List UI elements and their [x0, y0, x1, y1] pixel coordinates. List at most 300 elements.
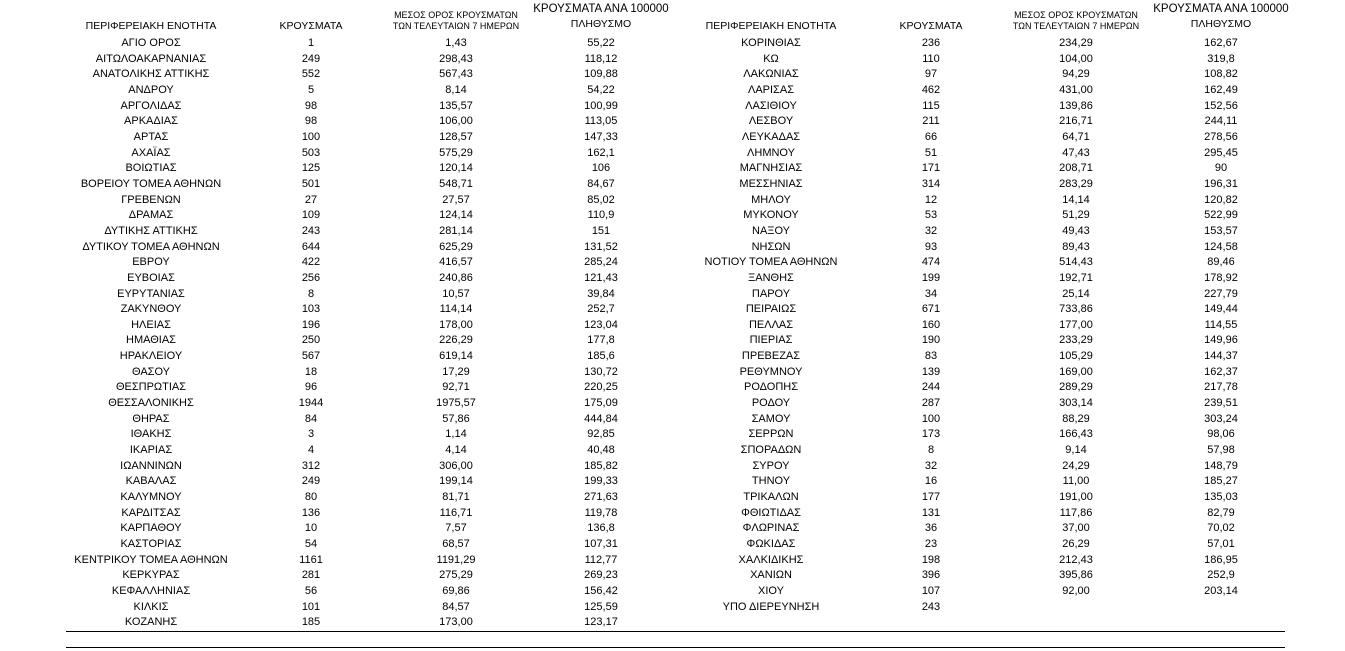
table-row — [66, 99, 676, 115]
table-row — [686, 161, 1296, 177]
cell-region: ΜΕΣΣΗΝΙΑΣ — [739, 177, 803, 190]
table-row — [66, 224, 676, 240]
cell-7day-avg: 135,57 — [439, 99, 473, 112]
table-row — [66, 83, 676, 99]
cell-cases: 66 — [924, 130, 938, 143]
cell-region: ΡΟΔΟΥ — [751, 397, 791, 410]
table-row — [686, 146, 1296, 162]
table-row — [686, 224, 1296, 240]
cell-region: ΦΛΩΡΙΝΑΣ — [742, 522, 800, 535]
cell-cases: 199 — [921, 271, 941, 284]
cell-per-100k: 121,43 — [584, 271, 618, 284]
table-row — [66, 443, 676, 459]
cell-per-100k: 162,49 — [1204, 83, 1238, 96]
cell-per-100k: 135,03 — [1204, 491, 1238, 504]
cell-per-100k: 303,24 — [1204, 412, 1238, 425]
header-per-100k — [526, 2, 676, 32]
cell-region: ΠΙΕΡΙΑΣ — [749, 334, 793, 347]
cell-cases: 249 — [301, 475, 321, 488]
cell-per-100k: 98,06 — [1207, 428, 1235, 441]
table-row — [66, 427, 676, 443]
cell-region: ΠΡΕΒΕΖΑΣ — [741, 350, 801, 363]
table-row — [686, 208, 1296, 224]
cell-cases: 644 — [301, 240, 321, 253]
cell-7day-avg: 283,29 — [1059, 177, 1093, 190]
cell-region: ΤΗΝΟΥ — [751, 475, 791, 488]
cell-7day-avg: 306,00 — [439, 459, 473, 472]
cell-cases: 1944 — [298, 397, 324, 410]
cell-per-100k: 85,02 — [587, 193, 615, 206]
cell-7day-avg: 303,14 — [1059, 397, 1093, 410]
cell-region: ΚΕΦΑΛΛΗΝΙΑΣ — [111, 584, 191, 597]
cell-region: ΓΡΕΒΕΝΩΝ — [121, 193, 181, 206]
header-7day-avg-line1: ΜΕΣΟΣ ΟΡΟΣ ΚΡΟΥΣΜΑΤΩΝ — [394, 10, 518, 20]
table-row — [66, 161, 676, 177]
cell-7day-avg: 548,71 — [439, 177, 473, 190]
cell-7day-avg: 26,29 — [1062, 538, 1090, 550]
header-cases: ΚΡΟΥΣΜΑΤΑ — [899, 20, 963, 32]
cell-7day-avg: 57,86 — [442, 412, 470, 425]
cell-7day-avg: 116,71 — [439, 506, 473, 519]
cell-per-100k: 114,55 — [1204, 318, 1238, 331]
cell-7day-avg: 416,57 — [439, 256, 473, 269]
cell-7day-avg: 166,43 — [1059, 428, 1093, 441]
cell-per-100k: 185,82 — [584, 459, 618, 472]
table-row — [66, 302, 676, 318]
cell-cases: 98 — [304, 115, 318, 128]
cell-region: ΦΩΚΙΔΑΣ — [746, 538, 796, 550]
cell-7day-avg: 289,29 — [1059, 381, 1093, 394]
cell-per-100k: 119,78 — [584, 506, 618, 519]
table-row — [686, 412, 1296, 428]
cell-per-100k: 106 — [591, 162, 611, 175]
cell-cases: 503 — [301, 146, 321, 159]
cell-per-100k: 120,82 — [1204, 193, 1238, 206]
cell-cases: 236 — [921, 37, 941, 49]
table-row — [686, 537, 1296, 553]
cell-7day-avg: 234,29 — [1059, 37, 1093, 49]
cell-per-100k: 153,57 — [1204, 224, 1238, 237]
table-body-left — [66, 36, 676, 631]
cell-cases: 249 — [301, 52, 321, 65]
cell-cases: 12 — [924, 193, 938, 206]
table-row — [686, 349, 1296, 365]
cell-cases: 185 — [301, 616, 321, 629]
cell-cases: 671 — [921, 303, 941, 316]
cell-per-100k: 123,17 — [584, 616, 618, 629]
cell-cases: 32 — [924, 459, 938, 472]
cell-7day-avg: 7,57 — [445, 522, 467, 535]
cell-per-100k: 186,95 — [1204, 553, 1238, 566]
cell-region: ΣΠΟΡΑΔΩΝ — [740, 444, 802, 457]
table-row — [686, 584, 1296, 600]
cell-region: ΚΕΡΚΥΡΑΣ — [122, 569, 180, 582]
cell-region: ΙΩΑΝΝΙΝΩΝ — [120, 459, 182, 472]
cell-7day-avg: 25,14 — [1062, 287, 1090, 300]
cell-per-100k: 271,63 — [584, 491, 618, 504]
cell-per-100k: 175,09 — [584, 397, 618, 410]
cell-cases: 287 — [921, 397, 941, 410]
cell-region: ΘΕΣΣΑΛΟΝΙΚΗΣ — [108, 397, 194, 410]
cell-region: ΙΚΑΡΙΑΣ — [129, 444, 173, 457]
cell-7day-avg: 226,29 — [439, 334, 473, 347]
cell-region: ΚΟΡΙΝΘΙΑΣ — [741, 37, 801, 49]
cell-per-100k: 220,25 — [584, 381, 618, 394]
header-per-100k-line2: ΠΛΗΘΥΣΜΟ — [570, 18, 632, 30]
cell-cases: 51 — [924, 146, 938, 159]
cell-7day-avg: 24,29 — [1062, 459, 1090, 472]
cell-per-100k: 124,58 — [1204, 240, 1238, 253]
header-per-100k-line1: ΚΡΟΥΣΜΑΤΑ ΑΝΑ 100000 — [1153, 3, 1289, 15]
cell-7day-avg: 1,14 — [445, 428, 467, 441]
cell-7day-avg: 81,71 — [442, 491, 470, 504]
cell-per-100k: 244,11 — [1204, 115, 1238, 128]
cell-7day-avg: 514,43 — [1059, 256, 1093, 269]
cell-cases: 96 — [304, 381, 318, 394]
cell-7day-avg: 575,29 — [439, 146, 473, 159]
table-row — [66, 474, 676, 490]
cell-cases: 160 — [921, 318, 941, 331]
cell-7day-avg: 8,14 — [445, 83, 467, 96]
cell-cases: 110 — [922, 52, 940, 65]
table-row — [686, 474, 1296, 490]
cell-region: ΤΡΙΚΑΛΩΝ — [743, 491, 799, 504]
table-row — [66, 52, 676, 68]
header-region: ΠΕΡΙΦΕΡΕΙΑΚΗ ΕΝΟΤΗΤΑ — [705, 20, 837, 32]
cell-7day-avg: 11,00 — [1062, 475, 1090, 488]
table-row — [66, 333, 676, 349]
table-row — [66, 271, 676, 287]
cell-7day-avg: 298,43 — [439, 52, 473, 65]
table-row — [66, 506, 676, 522]
table-row — [66, 318, 676, 334]
cell-per-100k: 144,37 — [1204, 350, 1238, 363]
cell-region: ΙΘΑΚΗΣ — [130, 428, 172, 441]
cell-7day-avg: 216,71 — [1059, 115, 1093, 128]
table-row — [686, 99, 1296, 115]
cell-7day-avg: 240,86 — [439, 271, 473, 284]
cell-7day-avg: 94,29 — [1062, 68, 1090, 81]
cell-cases: 23 — [924, 538, 938, 550]
cell-region: ΔΡΑΜΑΣ — [128, 209, 174, 222]
cell-cases: 211 — [922, 115, 940, 128]
cell-cases: 107 — [921, 584, 941, 597]
cell-cases: 32 — [924, 224, 938, 237]
cell-7day-avg: 17,29 — [442, 365, 470, 378]
table-row — [686, 240, 1296, 256]
cell-7day-avg: 37,00 — [1062, 522, 1090, 535]
table-row — [686, 396, 1296, 412]
cell-7day-avg: 178,00 — [439, 318, 473, 331]
table-row — [686, 67, 1296, 83]
cell-per-100k: 156,42 — [584, 584, 618, 597]
cell-region: ΥΠΟ ΔΙΕΡΕΥΝΗΣΗ — [722, 600, 820, 613]
cell-region: ΜΥΚΟΝΟΥ — [743, 209, 799, 222]
cell-region: ΚΩ — [763, 52, 779, 65]
cell-cases: 115 — [922, 99, 940, 112]
table-row — [66, 600, 676, 616]
cell-region: ΘΑΣΟΥ — [131, 365, 171, 378]
cell-per-100k: 177,8 — [587, 334, 615, 347]
table-row — [66, 240, 676, 256]
cell-7day-avg: 191,00 — [1059, 491, 1093, 504]
cell-cases: 125 — [301, 162, 321, 175]
table-row — [686, 365, 1296, 381]
cell-7day-avg: 4,14 — [445, 444, 467, 457]
table-body-right — [686, 36, 1296, 615]
cell-per-100k: 123,04 — [584, 318, 618, 331]
table-row — [66, 193, 676, 209]
cell-per-100k: 196,31 — [1204, 177, 1238, 190]
table-row — [686, 302, 1296, 318]
cell-region: ΚΙΛΚΙΣ — [133, 600, 169, 613]
header-per-100k-line1: ΚΡΟΥΣΜΑΤΑ ΑΝΑ 100000 — [533, 3, 669, 15]
cell-7day-avg: 1191,29 — [436, 553, 476, 566]
cell-cases: 312 — [301, 459, 321, 472]
table-row — [66, 365, 676, 381]
cell-region: ΚΑΛΥΜΝΟΥ — [120, 491, 182, 504]
header-per-100k-line2: ΠΛΗΘΥΣΜΟ — [1190, 18, 1252, 30]
cell-region: ΚΟΖΑΝΗΣ — [124, 616, 178, 629]
table-row — [66, 490, 676, 506]
table-header-left — [66, 4, 676, 32]
table-row — [686, 318, 1296, 334]
cell-cases: 501 — [301, 177, 321, 190]
cell-region: ΚΕΝΤΡΙΚΟΥ ΤΟΜΕΑ ΑΘΗΝΩΝ — [74, 553, 228, 566]
cell-region: ΔΥΤΙΚΗΣ ΑΤΤΙΚΗΣ — [104, 224, 198, 237]
table-row — [686, 83, 1296, 99]
table-row — [686, 380, 1296, 396]
cell-cases: 8 — [307, 287, 315, 300]
cell-region: ΧΑΝΙΩΝ — [750, 569, 792, 582]
table-row — [686, 130, 1296, 146]
table-row — [66, 114, 676, 130]
cell-per-100k: 185,6 — [587, 350, 615, 363]
cell-region: ΝΟΤΙΟΥ ΤΟΜΕΑ ΑΘΗΝΩΝ — [704, 256, 838, 269]
cell-cases: 173 — [921, 428, 941, 441]
cell-per-100k: 84,67 — [587, 177, 615, 190]
table-row — [686, 443, 1296, 459]
table-row — [686, 553, 1296, 569]
cell-7day-avg: 233,29 — [1059, 334, 1093, 347]
cell-cases: 103 — [301, 303, 321, 316]
cell-cases: 100 — [301, 130, 321, 143]
table-row — [686, 459, 1296, 475]
cell-region: ΡΟΔΟΠΗΣ — [743, 381, 799, 394]
cell-region: ΝΗΣΩΝ — [751, 240, 791, 253]
cell-region: ΜΑΓΝΗΣΙΑΣ — [739, 162, 803, 175]
cell-per-100k: 136,8 — [587, 522, 615, 535]
cell-per-100k: 285,24 — [584, 256, 618, 269]
cell-cases: 198 — [921, 553, 941, 566]
table-row — [66, 146, 676, 162]
table-row — [686, 287, 1296, 303]
table-header-right — [686, 4, 1296, 32]
cell-per-100k: 319,8 — [1207, 52, 1235, 65]
cell-per-100k: 522,99 — [1204, 209, 1238, 222]
cell-per-100k: 162,67 — [1204, 37, 1238, 49]
table-row — [66, 459, 676, 475]
cell-7day-avg: 275,29 — [439, 569, 473, 582]
cell-7day-avg: 733,86 — [1059, 303, 1093, 316]
cell-region: ΕΥΡΥΤΑΝΙΑΣ — [117, 287, 185, 300]
cell-cases: 83 — [924, 350, 938, 363]
cell-7day-avg: 88,29 — [1062, 412, 1090, 425]
cell-cases: 177 — [921, 491, 941, 504]
cell-region: ΗΡΑΚΛΕΙΟΥ — [119, 350, 183, 363]
table-row — [686, 177, 1296, 193]
cell-per-100k: 113,05 — [584, 115, 618, 128]
cell-7day-avg: 68,57 — [442, 538, 470, 550]
cell-per-100k: 57,01 — [1207, 538, 1235, 550]
cell-7day-avg: 1975,57 — [436, 397, 476, 410]
table-row — [66, 537, 676, 553]
cell-per-100k: 130,72 — [584, 365, 618, 378]
cell-region: ΑΝΑΤΟΛΙΚΗΣ ΑΤΤΙΚΗΣ — [92, 68, 210, 81]
cell-region: ΗΜΑΘΙΑΣ — [126, 334, 176, 347]
table-row — [66, 584, 676, 600]
cell-per-100k: 217,78 — [1204, 381, 1238, 394]
cell-cases: 396 — [921, 569, 941, 582]
cell-7day-avg: 47,43 — [1062, 146, 1090, 159]
cell-per-100k: 39,84 — [587, 287, 615, 300]
cell-region: ΔΥΤΙΚΟΥ ΤΟΜΕΑ ΑΘΗΝΩΝ — [82, 240, 220, 253]
table-row — [66, 208, 676, 224]
header-7day-avg — [1006, 10, 1146, 32]
cell-per-100k: 147,33 — [584, 130, 618, 143]
cell-region: ΑΙΤΩΛΟΑΚΑΡΝΑΝΙΑΣ — [95, 52, 207, 65]
cell-7day-avg: 619,14 — [439, 350, 473, 363]
cell-region: ΕΥΒΟΙΑΣ — [127, 271, 175, 284]
header-cases: ΚΡΟΥΣΜΑΤΑ — [279, 20, 343, 32]
cell-cases: 474 — [921, 256, 941, 269]
cell-cases: 190 — [921, 334, 941, 347]
table-row — [686, 427, 1296, 443]
cell-cases: 84 — [304, 412, 318, 425]
table-row — [686, 568, 1296, 584]
cell-cases: 27 — [304, 193, 318, 206]
cell-region: ΠΕΙΡΑΙΩΣ — [745, 303, 797, 316]
table-row — [686, 521, 1296, 537]
cell-region: ΑΡΓΟΛΙΔΑΣ — [120, 99, 182, 112]
cell-cases: 243 — [921, 600, 941, 613]
cell-7day-avg: 105,29 — [1059, 350, 1093, 363]
table-row — [66, 36, 676, 52]
cell-region: ΧΑΛΚΙΔΙΚΗΣ — [738, 553, 804, 566]
table-row — [686, 271, 1296, 287]
cell-7day-avg: 89,43 — [1062, 240, 1090, 253]
cell-region: ΑΧΑΪΑΣ — [131, 146, 171, 159]
cell-cases: 80 — [304, 491, 318, 504]
cell-region: ΞΑΝΘΗΣ — [748, 271, 794, 284]
cell-cases: 36 — [924, 522, 938, 535]
cell-7day-avg: 9,14 — [1065, 444, 1087, 457]
cell-per-100k: 55,22 — [587, 37, 615, 49]
cell-region: ΚΑΡΔΙΤΣΑΣ — [121, 506, 181, 519]
cell-cases: 53 — [924, 209, 938, 222]
cell-cases: 56 — [304, 584, 318, 597]
cell-per-100k: 269,23 — [584, 569, 618, 582]
header-7day-avg-line2: ΤΩΝ ΤΕΛΕΥΤΑΙΩΝ 7 ΗΜΕΡΩΝ — [1012, 21, 1140, 31]
cell-7day-avg: 431,00 — [1059, 83, 1093, 96]
cell-7day-avg: 212,43 — [1059, 553, 1093, 566]
cell-region: ΛΑΡΙΣΑΣ — [747, 83, 794, 96]
cell-7day-avg: 567,43 — [439, 68, 473, 81]
cell-cases: 16 — [924, 475, 938, 488]
cell-region: ΛΑΚΩΝΙΑΣ — [743, 68, 799, 81]
cell-per-100k: 162,1 — [587, 146, 615, 159]
cell-cases: 54 — [304, 538, 318, 550]
cell-region: ΛΕΣΒΟΥ — [748, 115, 794, 128]
table-row — [66, 380, 676, 396]
cell-per-100k: 89,46 — [1207, 256, 1235, 269]
cell-7day-avg: 51,29 — [1062, 209, 1090, 222]
header-per-100k — [1146, 2, 1296, 32]
cell-per-100k: 54,22 — [587, 83, 615, 96]
cell-cases: 93 — [924, 240, 938, 253]
cell-per-100k: 70,02 — [1207, 522, 1235, 535]
cell-cases: 196 — [301, 318, 321, 331]
cell-region: ΗΛΕΙΑΣ — [131, 318, 171, 331]
cell-per-100k: 109,88 — [584, 68, 618, 81]
cell-per-100k: 151 — [591, 224, 611, 237]
cell-region: ΠΑΡΟΥ — [751, 287, 791, 300]
header-7day-avg-line1: ΜΕΣΟΣ ΟΡΟΣ ΚΡΟΥΣΜΑΤΩΝ — [1014, 10, 1138, 20]
cell-region: ΣΕΡΡΩΝ — [748, 428, 794, 441]
cell-cases: 314 — [921, 177, 941, 190]
cell-per-100k: 131,52 — [584, 240, 618, 253]
cell-per-100k: 100,99 — [584, 99, 618, 112]
cell-per-100k: 199,33 — [584, 475, 618, 488]
cell-region: ΚΑΡΠΑΘΟΥ — [120, 522, 182, 535]
cell-per-100k: 203,14 — [1204, 584, 1238, 597]
table-row — [66, 615, 676, 631]
table-row — [686, 490, 1296, 506]
cell-per-100k: 295,45 — [1204, 146, 1238, 159]
cell-per-100k: 252,7 — [587, 303, 615, 316]
cell-per-100k: 162,37 — [1204, 365, 1238, 378]
cell-cases: 98 — [304, 99, 318, 112]
cell-per-100k: 149,44 — [1204, 303, 1238, 316]
table-row — [686, 333, 1296, 349]
table-row — [686, 506, 1296, 522]
cell-per-100k: 112,77 — [584, 553, 618, 566]
cell-7day-avg: 49,43 — [1062, 224, 1090, 237]
cell-cases: 139 — [921, 365, 941, 378]
cell-cases: 131 — [921, 506, 941, 519]
table-bottom-rule — [66, 631, 1285, 632]
cell-7day-avg: 104,00 — [1059, 52, 1093, 65]
cell-7day-avg: 27,57 — [442, 193, 470, 206]
cell-region: ΜΗΛΟΥ — [751, 193, 791, 206]
cell-region: ΘΗΡΑΣ — [132, 412, 170, 425]
cell-7day-avg: 192,71 — [1059, 271, 1093, 284]
cell-region: ΒΟΙΩΤΙΑΣ — [125, 162, 177, 175]
cell-cases: 10 — [304, 522, 318, 535]
cell-region: ΑΡΤΑΣ — [133, 130, 169, 143]
cell-cases: 244 — [921, 381, 941, 394]
cell-region: ΚΑΣΤΟΡΙΑΣ — [120, 538, 182, 550]
cell-per-100k: 185,27 — [1204, 475, 1238, 488]
table-row — [686, 114, 1296, 130]
cell-7day-avg: 14,14 — [1062, 193, 1090, 206]
cell-per-100k: 125,59 — [584, 600, 618, 613]
cell-region: ΕΒΡΟΥ — [132, 256, 170, 269]
cell-region: ΦΘΙΩΤΙΔΑΣ — [741, 506, 801, 519]
table-row — [66, 553, 676, 569]
cell-cases: 422 — [301, 256, 321, 269]
cell-per-100k: 82,79 — [1207, 506, 1235, 519]
